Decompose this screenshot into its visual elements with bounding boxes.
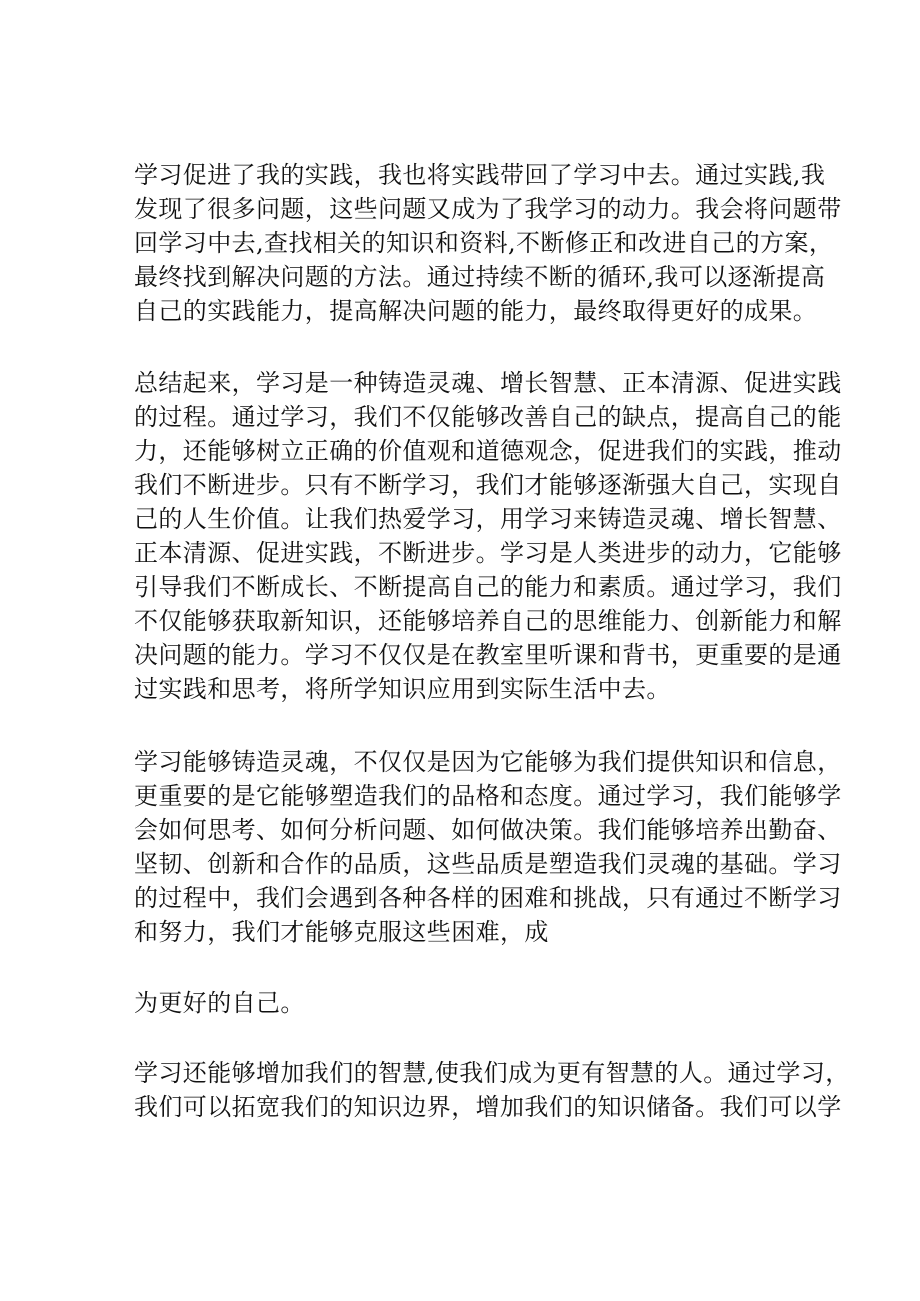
text-line: 我们可以拓宽我们的知识边界，增加我们的知识储备。我们可以学 [134, 1093, 842, 1121]
text-line: 会如何思考、如何分析问题、如何做决策。我们能够培养出勤奋、 [134, 816, 842, 844]
text-line: 学习能够铸造灵魂，不仅仅是因为它能够为我们提供知识和信息， [134, 748, 842, 776]
text-line: 总结起来，学习是一种铸造灵魂、增长智慧、正本清源、促进实践 [134, 369, 842, 397]
text-line: 和努力，我们才能够克服这些困难，成 [134, 918, 549, 946]
text-line: 回学习中去,查找相关的知识和资料,不断修正和改进自己的方案， [134, 229, 834, 257]
text-line: 决问题的能力。学习不仅仅是在教室里听课和背书，更重要的是通 [134, 641, 842, 669]
text-line: 的过程中，我们会遇到各种各样的困难和挑战，只有通过不断学习 [134, 884, 842, 912]
text-line: 己的人生价值。让我们热爱学习，用学习来铸造灵魂、增长智慧、 [134, 505, 842, 533]
text-line: 力，还能够树立正确的价值观和道德观念，促进我们的实践，推动 [134, 437, 842, 465]
text-line: 学习还能够增加我们的智慧,使我们成为更有智慧的人。通过学习， [134, 1059, 850, 1087]
text-line: 我们不断进步。只有不断学习，我们才能够逐渐强大自己，实现自 [134, 471, 842, 499]
text-line: 最终找到解决问题的方法。通过持续不断的循环,我可以逐渐提高 [134, 263, 826, 291]
text-line: 正本清源、促进实践，不断进步。学习是人类进步的动力，它能够 [134, 539, 842, 567]
text-line: 更重要的是它能够塑造我们的品格和态度。通过学习，我们能够学 [134, 782, 842, 810]
text-line: 发现了很多问题，这些问题又成为了我学习的动力。我会将问题带 [134, 195, 842, 223]
text-line: 学习促进了我的实践，我也将实践带回了学习中去。通过实践,我 [134, 161, 826, 189]
text-line: 为更好的自己。 [134, 989, 305, 1017]
text-line: 过实践和思考，将所学知识应用到实际生活中去。 [134, 675, 671, 703]
text-line: 自己的实践能力，提高解决问题的能力，最终取得更好的成果。 [134, 297, 818, 325]
text-line: 引导我们不断成长、不断提高自己的能力和素质。通过学习，我们 [134, 573, 842, 601]
text-line: 坚韧、创新和合作的品质，这些品质是塑造我们灵魂的基础。学习 [134, 850, 842, 878]
text-line: 的过程。通过学习，我们不仅能够改善自己的缺点，提高自己的能 [134, 403, 842, 431]
text-line: 不仅能够获取新知识，还能够培养自己的思维能力、创新能力和解 [134, 607, 842, 635]
